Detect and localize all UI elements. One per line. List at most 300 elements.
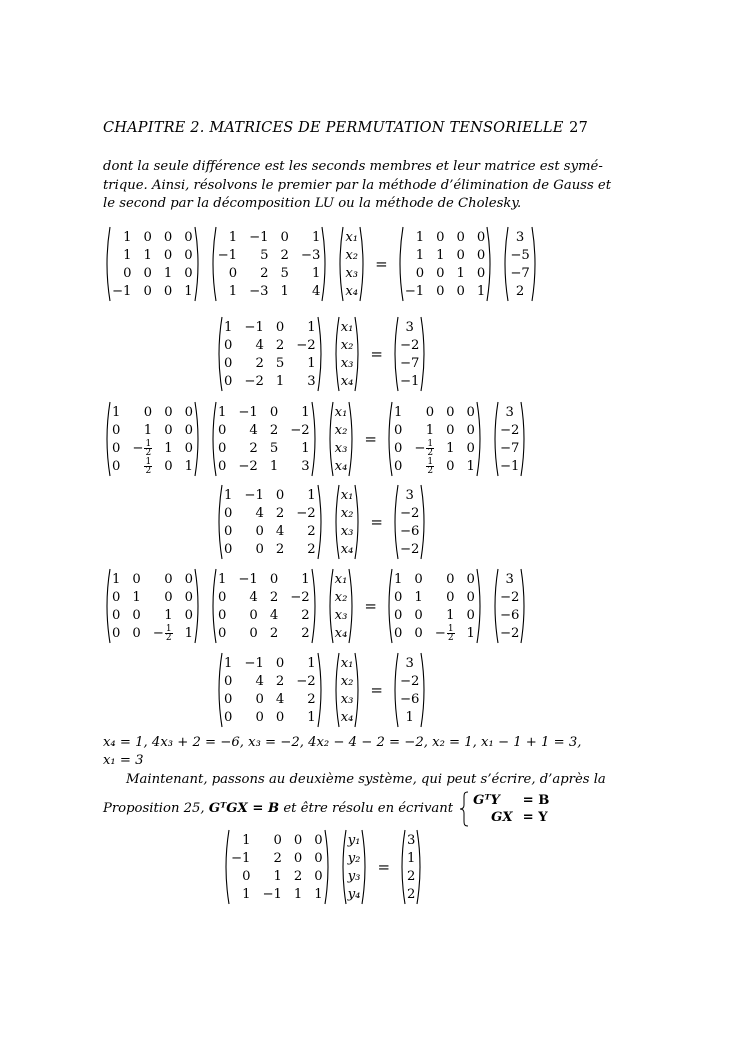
matrix-cell: 0 [456, 247, 465, 263]
proposition-rest: et être résolu en écrivant [283, 801, 454, 816]
matrix-cell: 0 [425, 404, 435, 420]
fraction: $\frac{1}{2}$ [165, 623, 172, 643]
fraction: $\frac{1}{2}$ [427, 438, 434, 458]
matrix-cell: 0 [269, 571, 279, 587]
vector [336, 226, 367, 302]
matrix-cell: 0 [224, 355, 233, 371]
matrix-cell: 1 [164, 440, 173, 456]
matrix-cell: −5 [510, 247, 530, 263]
matrix-cell: 0 [314, 850, 323, 866]
matrix-cell: −2 [400, 505, 420, 521]
equals-sign: = [370, 681, 383, 699]
matrix-cell: 1 [275, 373, 285, 389]
matrix-cell: x₁ [345, 229, 359, 245]
matrix-cell: 1 [456, 265, 465, 281]
right-paren-icon [476, 401, 484, 477]
formula: GᵀGX = B [208, 801, 280, 816]
matrix-cell: 0 [184, 247, 193, 263]
equation-system [459, 791, 549, 827]
matrix-cell: 1 [476, 283, 486, 299]
matrix-cell: −2 [296, 505, 316, 521]
matrix-cell: 0 [466, 607, 475, 623]
matrix-cell: 2 [407, 886, 416, 902]
matrix-cell: 0 [164, 571, 173, 587]
system-lhs-1: GᵀY [473, 793, 500, 808]
left-brace-icon [459, 791, 469, 827]
matrix-cell: 1 [415, 247, 425, 263]
matrix-cell: 4 [275, 523, 285, 539]
matrix-cell: 1 [132, 589, 141, 605]
matrix-cell: 5 [275, 355, 285, 371]
right-paren-icon [348, 568, 356, 644]
matrix-cell: x₂ [345, 247, 359, 263]
left-paren-icon [209, 226, 217, 302]
matrix-cell: 1 [307, 319, 316, 335]
right-paren-icon [476, 568, 484, 644]
matrix-cell: 1 [280, 283, 289, 299]
matrix-cell: x₃ [345, 265, 359, 281]
matrix-cell: 0 [228, 265, 238, 281]
matrix-cell: 0 [393, 422, 403, 438]
equals-sign: = [375, 255, 388, 273]
matrix-cell: 0 [393, 625, 403, 641]
matrix-cell: 0 [163, 247, 173, 263]
system-rhs-2: = Y [522, 810, 548, 825]
matrix-cell: x₁ [334, 571, 348, 587]
matrix-cell: 0 [143, 265, 152, 281]
matrix-cell: 0 [446, 571, 455, 587]
matrix-cell: 1 [184, 625, 193, 641]
matrix-cell: 2 [275, 337, 285, 353]
left-paren-icon [385, 401, 393, 477]
matrix [209, 401, 319, 477]
matrix-cell: −1 [499, 458, 520, 474]
matrix-cell: 0 [164, 458, 173, 474]
equals-sign: = [370, 345, 383, 363]
matrix-cell: 2 [301, 625, 310, 641]
matrix-cell: 1 [307, 655, 316, 671]
matrix-cell: 1 [407, 850, 416, 866]
matrix-cell: 1 [415, 229, 425, 245]
right-paren-icon [317, 652, 325, 728]
right-paren-icon [317, 484, 325, 560]
matrix-cell: 0 [466, 589, 475, 605]
matrix-cell: 0 [217, 422, 227, 438]
matrix-cell: 2 [307, 541, 316, 557]
matrix-cell: 0 [275, 709, 285, 725]
matrix-cell: −1 [404, 283, 425, 299]
matrix-cell: −1 [262, 886, 282, 902]
matrix-cell: −2 [244, 373, 264, 389]
matrix-cell: 0 [112, 589, 121, 605]
matrix-cell: x₃ [334, 440, 348, 456]
matrix-cell: 0 [132, 625, 141, 641]
right-paren-icon [416, 829, 424, 905]
matrix-cell: − $\frac{1}{2}$ [132, 438, 152, 458]
matrix-cell: 0 [293, 850, 303, 866]
matrix-cell: −1 [244, 487, 264, 503]
matrix-cell: − $\frac{1}{2}$ [434, 623, 454, 643]
right-paren-icon [348, 401, 356, 477]
right-paren-icon [420, 316, 428, 392]
vector [391, 316, 428, 392]
matrix-cell: −1 [112, 283, 132, 299]
matrix-cell: 4 [255, 337, 264, 353]
matrix-cell: 4 [249, 589, 258, 605]
matrix-cell: −2 [499, 422, 520, 438]
matrix-cell: 0 [184, 571, 193, 587]
right-paren-icon [520, 401, 528, 477]
matrix-cell: 1 [224, 655, 233, 671]
vector [339, 829, 370, 905]
matrix-cell: 0 [184, 404, 193, 420]
matrix-cell: 1 [164, 607, 173, 623]
equals-sign: = [364, 430, 377, 448]
right-paren-icon [420, 652, 428, 728]
right-paren-icon [420, 484, 428, 560]
matrix-cell: 1 [446, 607, 455, 623]
matrix-cell: −1 [400, 373, 420, 389]
matrix-cell: 0 [224, 709, 233, 725]
matrix-cell: 0 [143, 404, 153, 420]
matrix-cell: 0 [164, 589, 173, 605]
matrix-cell: 2 [293, 868, 303, 884]
matrix-cell: 0 [112, 458, 121, 474]
vector [391, 652, 428, 728]
matrix-cell: 0 [446, 458, 455, 474]
vector [332, 316, 363, 392]
matrix-cell: −7 [510, 265, 530, 281]
matrix-cell: 0 [132, 571, 141, 587]
matrix-cell: 1 [163, 265, 173, 281]
matrix-cell: 2 [275, 673, 285, 689]
matrix-cell: 0 [476, 265, 486, 281]
matrix-cell: 2 [275, 541, 285, 557]
matrix-cell: 2 [260, 265, 269, 281]
matrix-cell: 1 [311, 265, 321, 281]
matrix-cell: −7 [400, 355, 420, 371]
matrix [209, 226, 330, 302]
vector [326, 401, 357, 477]
system-lhs-2: GX [491, 810, 513, 825]
equals-sign: = [364, 597, 377, 615]
matrix-cell: 1 [301, 440, 310, 456]
matrix-cell: 0 [255, 523, 264, 539]
matrix-cell [414, 458, 434, 475]
right-paren-icon [194, 401, 202, 477]
matrix-cell: 1 [217, 571, 227, 587]
matrix-cell: 1 [446, 440, 455, 456]
left-paren-icon [491, 401, 499, 477]
left-paren-icon [215, 652, 223, 728]
matrix-cell: 0 [217, 607, 227, 623]
matrix-cell: −1 [244, 655, 264, 671]
matrix-cell: 1 [123, 247, 132, 263]
matrix-cell: 0 [184, 440, 193, 456]
matrix [215, 484, 325, 560]
matrix-cell: −2 [290, 589, 310, 605]
matrix-cell: 2 [307, 523, 316, 539]
equation-7 [222, 829, 431, 905]
matrix [385, 568, 484, 644]
solution-text: x₁ = 3 [103, 753, 144, 768]
matrix-cell: 4 [249, 422, 258, 438]
left-paren-icon [501, 226, 509, 302]
matrix-cell: −7 [499, 440, 520, 456]
matrix-cell: 1 [242, 832, 251, 848]
solution-line-1 [103, 734, 581, 752]
matrix-cell: 2 [269, 422, 279, 438]
matrix-cell: 2 [280, 247, 289, 263]
matrix-cell: 0 [143, 229, 152, 245]
right-paren-icon [311, 401, 319, 477]
matrix-cell: 0 [224, 505, 233, 521]
matrix-cell: −1 [244, 319, 264, 335]
vector [398, 829, 424, 905]
vector [332, 652, 363, 728]
left-paren-icon [336, 226, 344, 302]
matrix-cell: 0 [224, 691, 233, 707]
matrix-cell: 0 [275, 487, 285, 503]
matrix [103, 401, 202, 477]
matrix-cell: −2 [290, 422, 310, 438]
matrix-cell: 1 [307, 355, 316, 371]
matrix-cell: 0 [393, 589, 403, 605]
matrix-cell: y₁ [347, 832, 361, 848]
matrix-cell: 0 [132, 607, 141, 623]
vector [501, 226, 538, 302]
matrix-cell: 0 [393, 440, 403, 456]
left-paren-icon [209, 568, 217, 644]
matrix-cell: 0 [476, 247, 486, 263]
matrix-cell: 0 [436, 283, 445, 299]
matrix-cell: 0 [414, 571, 423, 587]
matrix-cell: 0 [217, 589, 227, 605]
matrix-cell: −2 [400, 673, 420, 689]
right-paren-icon [354, 652, 362, 728]
matrix-cell: x₃ [334, 607, 348, 623]
matrix-cell: 4 [255, 505, 264, 521]
matrix-cell: x₃ [340, 523, 354, 539]
matrix-cell: 0 [242, 868, 251, 884]
matrix-cell: −6 [400, 523, 420, 539]
right-paren-icon [531, 226, 539, 302]
matrix-cell: −2 [499, 625, 520, 641]
matrix [103, 226, 202, 302]
matrix-cell: 2 [273, 850, 282, 866]
matrix-cell: −1 [238, 404, 258, 420]
fraction: $\frac{1}{2}$ [447, 623, 454, 643]
vector [491, 568, 528, 644]
matrix-cell: 0 [143, 283, 152, 299]
matrix [103, 568, 202, 644]
matrix-cell: 0 [436, 265, 445, 281]
matrix-cell: 1 [301, 571, 310, 587]
left-paren-icon [326, 401, 334, 477]
matrix-cell: 0 [466, 440, 475, 456]
matrix-cell: 1 [269, 458, 279, 474]
matrix-cell: 3 [505, 571, 514, 587]
matrix-cell: 3 [407, 832, 416, 848]
equation-2 [215, 316, 435, 392]
matrix [222, 829, 332, 905]
matrix-cell: 0 [466, 571, 475, 587]
fraction: $\frac{1}{2}$ [145, 438, 152, 458]
matrix-cell: 3 [505, 404, 514, 420]
matrix [209, 568, 319, 644]
right-paren-icon [311, 568, 319, 644]
left-paren-icon [332, 652, 340, 728]
matrix-cell: 2 [275, 505, 285, 521]
fraction: $\frac{1}{2}$ [427, 456, 434, 476]
matrix-cell: 4 [275, 691, 285, 707]
matrix-cell: 0 [293, 832, 303, 848]
matrix-cell: 5 [260, 247, 269, 263]
matrix-cell: 0 [255, 709, 264, 725]
matrix-cell: −1 [238, 571, 258, 587]
matrix-cell: x₂ [340, 337, 354, 353]
matrix-cell: x₁ [340, 655, 354, 671]
matrix-cell: 2 [301, 607, 310, 623]
matrix-cell: 1 [184, 283, 193, 299]
matrix-cell: 4 [269, 607, 279, 623]
right-paren-icon [194, 226, 202, 302]
matrix-cell: 0 [249, 625, 258, 641]
matrix-cell: 0 [224, 523, 233, 539]
matrix-cell: 4 [311, 283, 321, 299]
matrix-cell: 1 [414, 589, 423, 605]
matrix-cell: 1 [436, 247, 445, 263]
matrix-cell: x₄ [340, 373, 354, 389]
matrix-cell: −6 [400, 691, 420, 707]
matrix-cell: 3 [515, 229, 525, 245]
matrix-cell: 3 [307, 373, 316, 389]
matrix-cell: 0 [224, 673, 233, 689]
intro-line: le second par la décomposition LU ou la méthode de Cholesky. [103, 196, 522, 211]
left-paren-icon [398, 829, 406, 905]
matrix [215, 652, 325, 728]
matrix-cell: 0 [436, 229, 445, 245]
matrix-cell: y₄ [347, 886, 361, 902]
matrix-cell: 0 [164, 422, 173, 438]
matrix-cell: 0 [456, 229, 465, 245]
matrix-cell: 1 [123, 229, 132, 245]
intro-paragraph [103, 158, 612, 214]
matrix-cell: 1 [466, 458, 475, 474]
matrix-cell: 0 [112, 625, 121, 641]
proposition-ref: Proposition 25, [103, 801, 205, 816]
matrix-cell: 1 [307, 487, 316, 503]
left-paren-icon [385, 568, 393, 644]
matrix-cell: 0 [314, 832, 323, 848]
equation-6 [215, 652, 435, 728]
vector [332, 484, 363, 560]
matrix-cell: x₄ [345, 283, 359, 299]
matrix-cell: 0 [184, 607, 193, 623]
matrix-cell: 0 [184, 265, 193, 281]
matrix [396, 226, 495, 302]
matrix-cell: 1 [112, 404, 121, 420]
matrix-cell: 0 [112, 422, 121, 438]
matrix [385, 401, 484, 477]
matrix-cell: − $\frac{1}{2}$ [152, 623, 172, 643]
solution-line-2 [103, 752, 144, 770]
matrix-cell: 1 [393, 571, 403, 587]
matrix-cell: 1 [184, 458, 193, 474]
matrix-cell: 0 [414, 625, 423, 641]
right-paren-icon [321, 226, 329, 302]
left-paren-icon [326, 568, 334, 644]
matrix-cell: 1 [143, 422, 153, 438]
matrix-cell: 2 [255, 355, 264, 371]
matrix-cell: 1 [228, 283, 238, 299]
solution-text: x₄ = 1, 4x₃ + 2 = −6, x₃ = −2, 4x₂ − 4 − 2 = −2, x₂ = 1, x₁ − 1 + 1 = 3, [103, 735, 582, 750]
matrix-cell: 0 [123, 265, 132, 281]
matrix-cell: y₂ [347, 850, 361, 866]
matrix-cell: 1 [112, 571, 121, 587]
matrix-cell: x₄ [334, 625, 348, 641]
matrix-cell: 0 [275, 655, 285, 671]
left-paren-icon [103, 568, 111, 644]
matrix-cell: 1 [224, 319, 233, 335]
left-paren-icon [103, 226, 111, 302]
left-paren-icon [332, 484, 340, 560]
left-paren-icon [391, 652, 399, 728]
left-paren-icon [222, 829, 230, 905]
left-paren-icon [391, 484, 399, 560]
matrix-cell: 1 [143, 247, 152, 263]
matrix-cell: −2 [296, 673, 316, 689]
matrix-cell: 1 [393, 404, 403, 420]
matrix-cell: 0 [446, 404, 455, 420]
left-paren-icon [215, 316, 223, 392]
fraction: $\frac{1}{2}$ [145, 456, 152, 476]
matrix-cell: 0 [163, 283, 173, 299]
right-paren-icon [317, 316, 325, 392]
matrix-cell: 0 [414, 607, 423, 623]
matrix-cell: 0 [249, 607, 258, 623]
matrix-cell: 0 [217, 458, 227, 474]
matrix-cell: 0 [415, 265, 425, 281]
equals-sign: = [377, 858, 391, 876]
matrix-cell: 0 [476, 229, 486, 245]
left-paren-icon [332, 316, 340, 392]
matrix-cell: 0 [269, 404, 279, 420]
matrix-cell: 3 [301, 458, 310, 474]
matrix-cell: 0 [184, 422, 193, 438]
matrix-cell: 1 [311, 229, 321, 245]
second-system-text: Maintenant, passons au deuxième système, qui peut s’écrire, d’après la [126, 772, 606, 787]
system-rhs-1: = B [522, 793, 550, 808]
matrix-cell: x₁ [340, 487, 354, 503]
matrix-cell: −1 [231, 850, 251, 866]
left-paren-icon [339, 829, 347, 905]
matrix-cell: 2 [269, 625, 279, 641]
matrix-cell: 5 [280, 265, 289, 281]
matrix-cell: 2 [515, 283, 525, 299]
matrix-cell: 0 [466, 422, 475, 438]
matrix-cell: 0 [224, 373, 233, 389]
matrix-cell: 2 [249, 440, 258, 456]
chapter-title: CHAPITRE 2. MATRICES DE PERMUTATION TENSORIELLE [103, 120, 564, 136]
matrix-cell: x₁ [340, 319, 354, 335]
matrix-cell: 0 [393, 458, 403, 474]
vector [491, 401, 528, 477]
matrix-cell: 0 [112, 607, 121, 623]
matrix-cell: 0 [217, 440, 227, 456]
matrix-cell: 0 [163, 229, 173, 245]
matrix-cell: y₃ [347, 868, 361, 884]
